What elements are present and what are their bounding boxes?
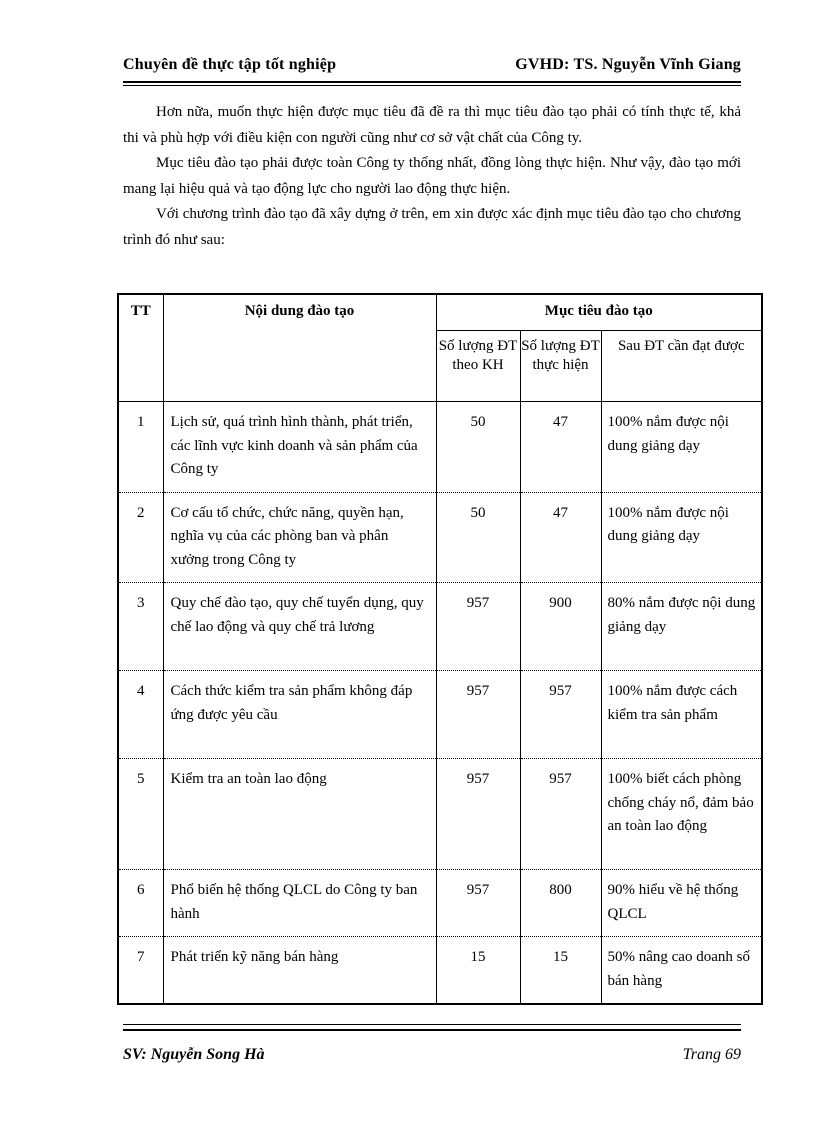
row-tt: 2 — [118, 492, 163, 583]
body-text — [123, 100, 741, 253]
table-row — [118, 870, 762, 937]
header-tt-cont — [118, 331, 163, 402]
row-content: Phổ biến hệ thống QLCL do Công ty ban hành — [163, 870, 436, 937]
row-result: 50% nâng cao doanh số bán hàng — [601, 937, 762, 1005]
row-result: 100% nắm được cách kiểm tra sản phẩm — [601, 671, 762, 759]
row-tt: 6 — [118, 870, 163, 937]
footer-rule-thick — [123, 1029, 741, 1031]
row-content: Phát triển kỹ năng bán hàng — [163, 937, 436, 1005]
header-tt: TT — [118, 294, 163, 331]
row-tt: 5 — [118, 759, 163, 870]
footer-rule-thin — [123, 1024, 741, 1025]
table-row — [118, 402, 762, 493]
row-planned: 50 — [436, 402, 520, 493]
header-actual: Số lượng ĐT thực hiện — [520, 331, 601, 402]
header-result: Sau ĐT cần đạt được — [601, 331, 762, 402]
row-content: Cách thức kiểm tra sản phẩm không đáp ứng được yêu cầu — [163, 671, 436, 759]
row-actual: 15 — [520, 937, 601, 1005]
row-content: Kiểm tra an toàn lao động — [163, 759, 436, 870]
paragraph: Hơn nữa, muốn thực hiện được mục tiêu đã đề ra thì mục tiêu đào tạo phải có tính thực tế, khả thi và phù hợp với điều kiện con người cũng như cơ sở vật chất của Công ty. — [123, 104, 741, 146]
header-rule-thin — [123, 85, 741, 86]
row-actual: 47 — [520, 492, 601, 583]
row-planned: 957 — [436, 870, 520, 937]
header-title: Chuyên đề thực tập tốt nghiệp — [123, 56, 337, 73]
row-actual: 800 — [520, 870, 601, 937]
row-result: 80% nắm được nội dung giảng dạy — [601, 583, 762, 671]
table-row — [118, 583, 762, 671]
page-footer — [123, 1046, 741, 1070]
row-result: 100% biết cách phòng chống cháy nổ, đảm bảo an toàn lao động — [601, 759, 762, 870]
paragraph: Với chương trình đào tạo đã xây dựng ở trên, em xin được xác định mục tiêu đào tạo cho chương trình đó như sau: — [123, 206, 741, 248]
table-row — [118, 671, 762, 759]
row-tt: 4 — [118, 671, 163, 759]
header-goal: Mục tiêu đào tạo — [436, 294, 762, 331]
paragraph: Mục tiêu đào tạo phải được toàn Công ty thống nhất, đồng lòng thực hiện. Như vậy, đào tạo mới mang lại hiệu quả và tạo động lực cho người lao động thực hiện. — [123, 155, 741, 197]
row-actual: 47 — [520, 402, 601, 493]
footer-student: SV: Nguyễn Song Hà — [123, 1046, 265, 1063]
row-planned: 957 — [436, 583, 520, 671]
header-content-cont — [163, 331, 436, 402]
header-rule-thick — [123, 81, 741, 83]
row-content: Cơ cấu tổ chức, chức năng, quyền hạn, nghĩa vụ của các phòng ban và phân xưởng trong Công ty — [163, 492, 436, 583]
row-planned: 50 — [436, 492, 520, 583]
row-planned: 957 — [436, 671, 520, 759]
row-result: 100% nắm được nội dung giảng dạy — [601, 492, 762, 583]
row-actual: 957 — [520, 671, 601, 759]
table-row — [118, 937, 762, 1005]
row-tt: 7 — [118, 937, 163, 1005]
header-planned: Số lượng ĐT theo KH — [436, 331, 520, 402]
row-planned: 15 — [436, 937, 520, 1005]
header-content: Nội dung đào tạo — [163, 294, 436, 331]
row-content: Quy chế đào tạo, quy chế tuyển dụng, quy chế lao động và quy chế trả lương — [163, 583, 436, 671]
table-row — [118, 492, 762, 583]
row-result: 100% nắm được nội dung giảng dạy — [601, 402, 762, 493]
header-advisor: GVHD: TS. Nguyễn Vĩnh Giang — [515, 56, 741, 73]
page-number: Trang 69 — [682, 1046, 741, 1063]
page-header — [123, 56, 741, 80]
table-row — [118, 759, 762, 870]
row-actual: 900 — [520, 583, 601, 671]
training-goals-table — [117, 293, 763, 1005]
row-tt: 1 — [118, 402, 163, 493]
row-actual: 957 — [520, 759, 601, 870]
row-content: Lịch sử, quá trình hình thành, phát triển, các lĩnh vực kinh doanh và sản phẩm của Công ty — [163, 402, 436, 493]
row-tt: 3 — [118, 583, 163, 671]
row-planned: 957 — [436, 759, 520, 870]
row-result: 90% hiểu về hệ thống QLCL — [601, 870, 762, 937]
